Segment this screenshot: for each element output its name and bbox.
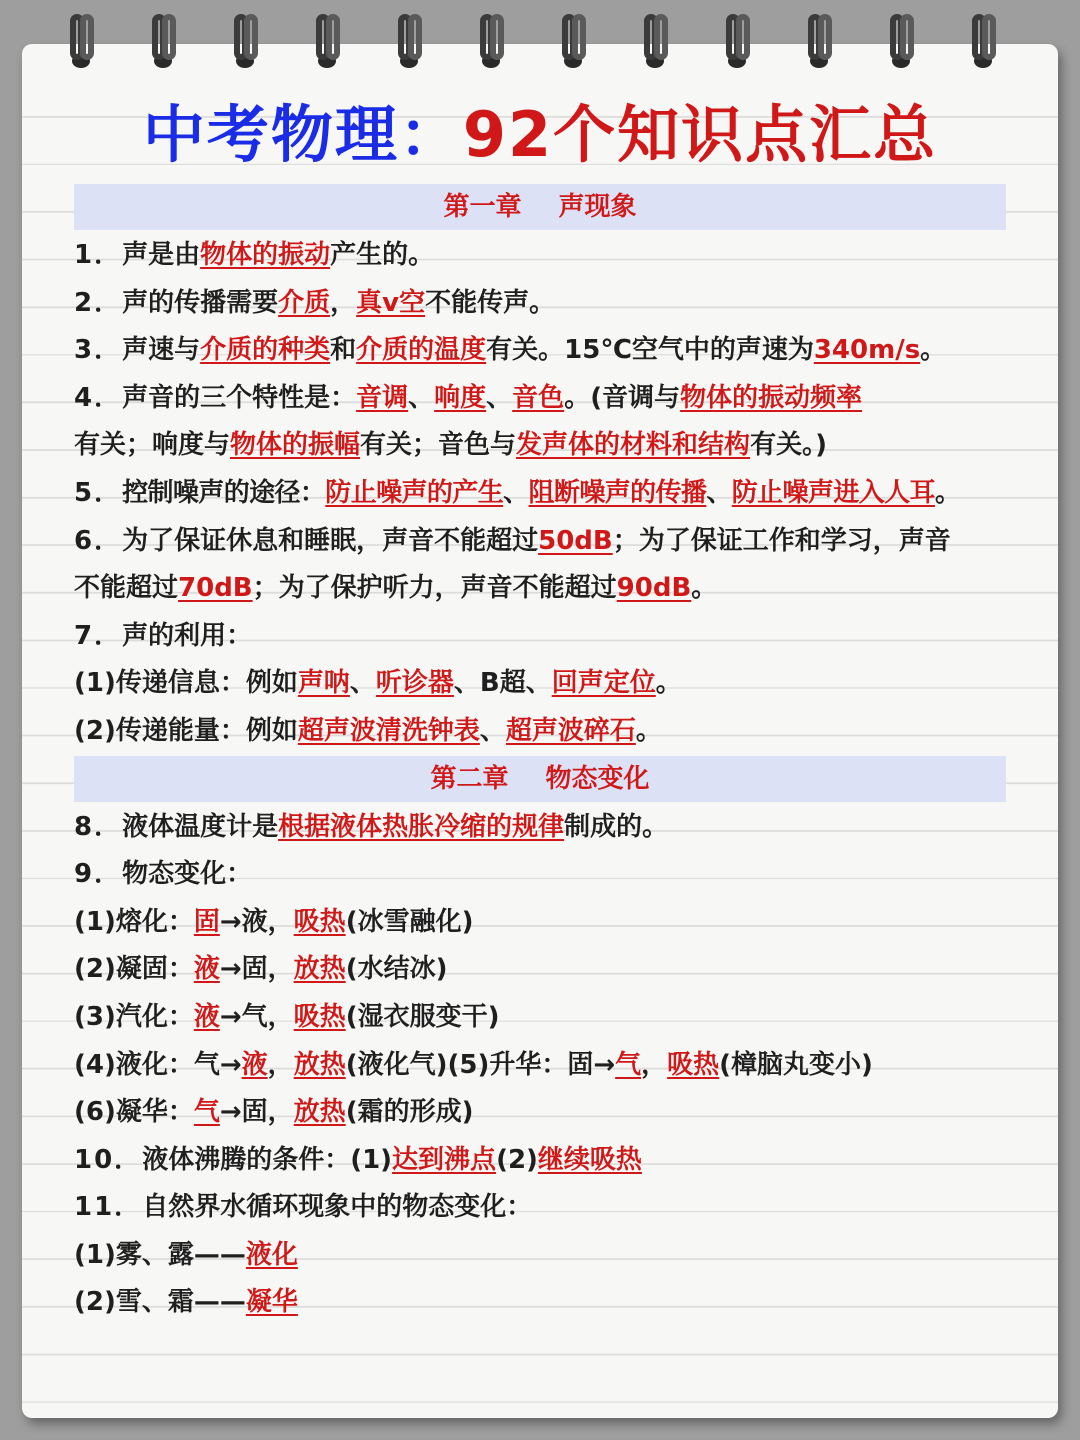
item-9: 9．物态变化： [74,859,253,890]
item-11-sub-2: (2)雪、霜——凝华 [74,1287,298,1318]
spiral-binding [0,0,1080,80]
item-9-sub-4: (4)液化：气→液，放热(液化气)(5)升华：固→气，吸热(樟脑丸变小) [74,1049,873,1080]
item-2: 2．声的传播需要介质，真v空不能传声。 [74,287,556,318]
binding-ring-icon [890,14,912,72]
item-10: 10．液体沸腾的条件：(1)达到沸点(2)继续吸热 [74,1144,642,1175]
item-9-sub-1: (1)熔化：固→液，吸热(冰雪融化) [74,906,474,937]
binding-ring-icon [234,14,256,72]
title-part-1: 中考物理： [142,98,463,171]
item-7: 7．声的利用： [74,620,253,651]
binding-ring-icon [562,14,584,72]
binding-ring-icon [70,14,92,72]
content-area [74,184,1006,1327]
item-11: 11．自然界水循环现象中的物态变化： [74,1192,533,1223]
item-7-sub-1: (1)传递信息：例如声呐、听诊器、B超、回声定位。 [74,668,682,699]
item-9-sub-2: (2)凝固：液→固，放热(水结冰) [74,954,448,985]
binding-ring-icon [726,14,748,72]
binding-ring-icon [398,14,420,72]
item-6-line-1: 6．为了保证休息和睡眠，声音不能超过50dB；为了保证工作和学习，声音 [74,525,951,556]
binding-ring-icon [316,14,338,72]
binding-ring-icon [644,14,666,72]
title-part-2: 92个知识点汇总 [462,98,938,171]
item-1: 1．声是由物体的振动产生的。 [74,240,435,270]
item-3: 3．声速与介质的种类和介质的温度有关。15℃空气中的声速为340m/s。 [74,335,947,366]
chapter-2-heading: 第二章 物态变化 [74,756,1006,802]
binding-ring-icon [972,14,994,72]
binding-ring-icon [808,14,830,72]
item-4-line-1: 4．声音的三个特性是：音调、响度、音色。(音调与物体的振动频率 [74,382,863,413]
binding-ring-icon [480,14,502,72]
binding-ring-icon [152,14,174,72]
chapter-1-heading: 第一章 声现象 [74,184,1006,230]
item-8: 8．液体温度计是根据液体热胀冷缩的规律制成的。 [74,811,669,842]
page-title [0,92,1080,178]
item-11-sub-1: (1)雾、露——液化 [74,1239,298,1270]
item-7-sub-2: (2)传递能量：例如超声波清洗钟表、超声波碎石。 [74,715,662,746]
item-6-line-2: 不能超过70dB；为了保护听力，声音不能超过90dB。 [74,573,718,604]
item-9-sub-6: (6)凝华：气→固，放热(霜的形成) [74,1097,474,1128]
item-5: 5．控制噪声的途径：防止噪声的产生、阻断噪声的传播、防止噪声进入人耳。 [74,477,961,508]
item-9-sub-3: (3)汽化：液→气，吸热(湿衣服变干) [74,1001,500,1032]
item-4-line-2: 有关；响度与物体的振幅有关；音色与发声体的材料和结构有关。) [74,430,827,461]
